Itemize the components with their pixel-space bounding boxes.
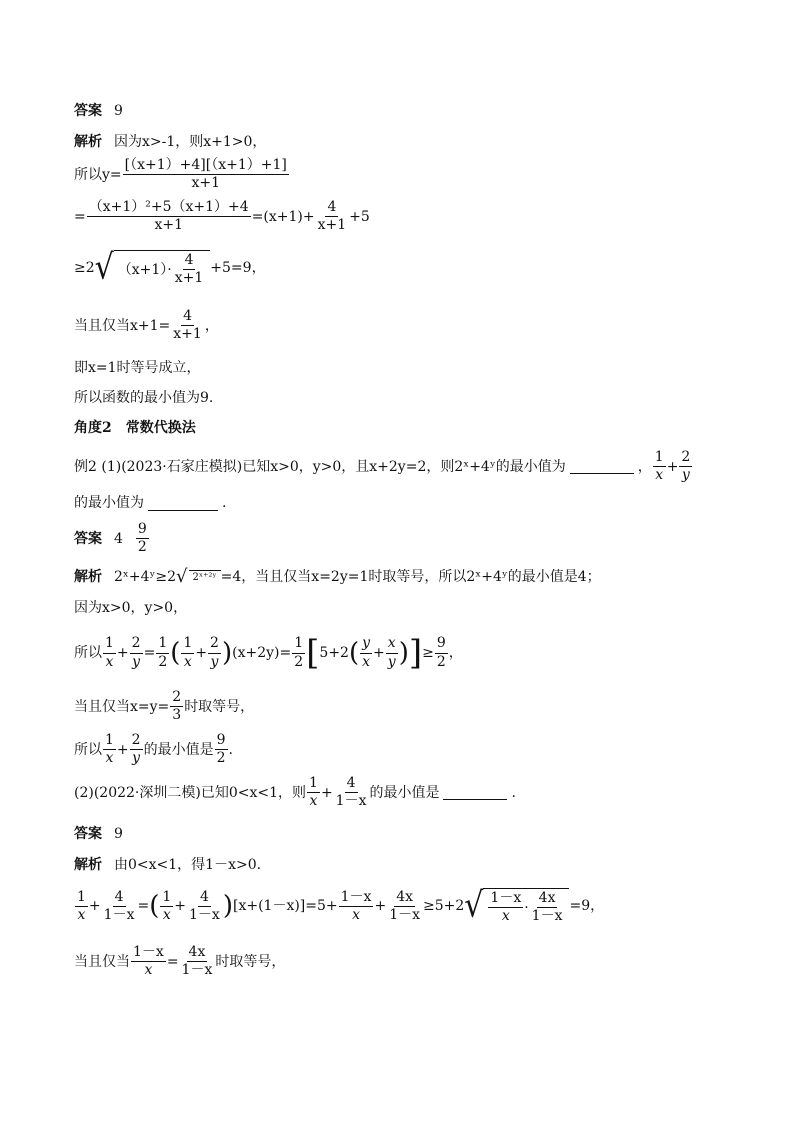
example-text: 的最小值是 [369,784,440,801]
numerator: 1 [156,636,169,653]
numerator: 4 [325,200,338,217]
numerator: x [386,636,398,653]
answer-line-3 [74,826,123,842]
denominator: 1－x [181,962,213,979]
solution-line-2-5 [74,733,233,767]
solution-text: + [195,644,208,661]
example-text: + [320,784,333,801]
solution-text: 所以 [74,644,102,661]
fraction [316,200,349,234]
denominator: x [162,906,171,923]
solution-line-5 [74,309,219,343]
right-paren: ) [398,638,409,668]
solution-line-3 [74,200,370,234]
example-line-1 [74,450,693,484]
solution-text: · [524,899,529,916]
left-paren: ( [170,638,181,668]
fraction [360,636,372,670]
denominator: 1－x [189,906,220,923]
answer-label: 答案 [74,530,102,547]
fraction [334,776,369,810]
fraction [530,891,565,925]
numerator: 4x [187,945,208,962]
solution-line-3-2 [74,885,605,926]
solution-text: = [74,208,86,225]
solution-line-3-3 [74,945,285,979]
solution-text: ， [204,317,219,334]
denominator: 1－x [389,906,420,923]
example-line-2 [74,495,226,511]
section-title: 角度2 常数代换法 [74,420,196,436]
fraction [292,636,305,670]
solution-text: 当且仅当 [74,953,130,970]
solution-line-1 [74,134,266,150]
solution-text: ≥ [422,644,434,661]
numerator: 4x [394,890,415,907]
denominator: x [655,467,664,484]
denominator: x [105,750,114,767]
denominator: x [352,906,360,923]
numerator: 1 [103,636,116,653]
solution-text: = [143,644,156,661]
example-text: 例2 (1)(2023·石家庄模拟)已知x>0，y>0，且x+2y=2，则2ˣ+4ʸ的最小值为 [74,458,566,475]
answer-blank [443,785,507,800]
solution-text: 当且仅当x=y= [74,698,170,715]
fraction [435,636,448,670]
radical-sign: √ [176,566,188,587]
solution-text: = [166,953,179,970]
answer-blank [570,459,634,474]
solution-text: 所以y= [74,166,122,183]
example-text: (2)(2022·深圳二模)已知0<x<1，则 [74,784,307,801]
solution-text: . [228,741,233,758]
fraction [171,309,204,343]
numerator: 9 [136,522,149,539]
denominator: x+1 [174,270,204,287]
solution-text: [x+(1－x)]=5+ [232,898,338,915]
radical-sign: √ [464,885,484,926]
answer-label: 答案 [74,103,102,119]
solution-text: + [373,644,385,661]
denominator: x [362,653,371,670]
fraction [181,636,194,670]
numerator: y [360,636,372,653]
answer-value: 9 [114,826,123,842]
denominator: y [681,467,690,484]
numerator: 4 [113,890,126,907]
fraction [170,690,183,724]
solution-text: 时取等号， [215,953,286,970]
numerator: 9 [215,733,228,750]
denominator: 2 [158,653,168,670]
solution-label: 解析 [74,568,102,585]
denominator: y [132,750,141,767]
solution-text: 当且仅当x+1= [74,317,171,334]
denominator: x+1 [191,175,221,192]
solution-line-6 [74,360,201,376]
denominator: y [132,653,141,670]
left-paren: ( [149,891,160,922]
denominator: 2 [294,653,304,670]
solution-line-3-1 [74,857,261,873]
fraction [131,945,166,979]
numerator: 2 [208,636,221,653]
fraction [679,450,692,484]
denominator: 2 [216,750,226,767]
solution-text: (x+2y)= [232,644,292,661]
solution-label: 解析 [74,134,102,150]
denominator: 2 [436,653,446,670]
fraction [103,636,116,670]
solution-line-2-3 [74,633,463,673]
denominator: x [309,793,318,810]
solution-text: 5+2 [319,644,349,661]
solution-line-4 [74,247,266,288]
numerator: （x+1）²+5（x+1）+4 [87,200,251,217]
numerator: 2 [130,636,143,653]
solution-text: + [116,644,129,661]
numerator: 1 [653,450,666,467]
solution-text: + [174,898,187,915]
solution-text: =4，当且仅当x=2y=1时取等号，所以2ˣ+4ʸ的最小值是4； [220,568,601,585]
example-text: . [222,495,227,511]
fraction [488,891,523,925]
solution-text: 的最小值是 [143,741,214,758]
fraction [123,158,289,192]
numerator: 1 [307,776,320,793]
solution-text: +5 [349,208,370,225]
numerator: [（x+1）+4][（x+1）+1] [123,158,289,175]
fraction [160,890,173,924]
numerator: 2 [130,733,143,750]
solution-text: 所以 [74,741,102,758]
answer-value: 4 [114,530,123,547]
denominator: x [501,908,510,925]
fraction [75,890,88,924]
solution-text: + [88,898,101,915]
denominator: x [144,962,153,979]
answer-blank [148,496,218,511]
solution-text: 由0<x<1，得1－x>0. [114,857,262,873]
solution-line-2 [74,158,290,192]
square-root [114,250,211,287]
square-root [189,570,221,584]
solution-text: 2ˣ+4ʸ≥2 [114,568,177,585]
section-heading [74,420,196,436]
fraction [307,776,320,810]
fraction [180,945,215,979]
left-bracket: [ [306,633,320,673]
example-text: 的最小值为 [74,495,144,511]
radicand-text: 2ˣ⁺²ʸ [192,572,217,584]
solution-line-2-1 [74,568,601,586]
denominator: 2 [137,539,147,556]
fraction [386,636,398,670]
denominator: y [387,653,396,670]
denominator: 3 [172,707,182,724]
solution-line-7 [74,390,213,406]
denominator: y [210,653,219,670]
denominator: 1－x [103,906,135,923]
fraction [156,636,169,670]
numerator: 1 [181,636,194,653]
square-root [483,888,569,925]
fraction [103,733,116,767]
solution-text: ， [448,644,463,661]
numerator: 4 [181,309,194,326]
numerator: 4x [537,891,558,908]
fraction [339,890,374,924]
solution-text: 因为x>0，y>0， [74,600,188,616]
answer-label: 答案 [74,826,102,842]
numerator: 1 [75,890,88,907]
denominator: 1－x [531,908,563,925]
solution-text: + [374,898,387,915]
solution-text: 时取等号， [184,698,255,715]
fraction [387,890,422,924]
numerator: 1 [292,636,305,653]
denominator: x+1 [173,326,202,343]
numerator: 1－x [131,945,166,962]
example-text: ， [637,458,652,475]
solution-text: 所以函数的最小值为9. [74,390,214,406]
fraction [87,200,251,234]
solution-text: =9， [569,898,605,915]
fraction [102,890,137,924]
solution-text: ≥2 [74,260,95,277]
solution-text: 因为x>-1，则x+1>0， [114,134,267,150]
fraction [653,450,666,484]
numerator: 9 [435,636,448,653]
denominator: 1－x [335,793,367,810]
solution-text: ≥5+2 [423,898,465,915]
numerator: 4 [183,253,196,270]
fraction [130,636,143,670]
solution-text: = [137,898,150,915]
numerator: 4 [345,776,358,793]
denominator: x+1 [317,217,347,234]
fraction [208,636,221,670]
denominator: x [183,653,192,670]
numerator: 4 [198,890,211,907]
fraction [215,733,228,767]
answer-line-1 [74,103,123,119]
fraction [136,522,149,556]
radical-sign: √ [94,247,114,288]
left-paren: ( [348,638,360,668]
denominator: x+1 [154,217,183,234]
example-text: . [511,784,516,801]
fraction [130,733,143,767]
solution-text: 即x=1时等号成立， [74,360,201,376]
numerator: 2 [679,450,692,467]
numerator: 1－x [339,890,374,907]
denominator: x [77,906,86,923]
answer-value: 9 [114,103,123,119]
solution-text: + [116,741,129,758]
solution-line-2-4 [74,690,254,724]
answer-line-2 [74,522,150,556]
fraction [173,253,206,287]
fraction [187,890,222,924]
right-paren: ) [222,891,233,922]
right-paren: ) [221,638,233,668]
numerator: 1 [160,890,173,907]
numerator: 2 [170,690,183,707]
numerator: 1－x [488,891,523,908]
example-text: + [666,458,679,475]
example-line-3 [74,776,516,810]
solution-text: =(x+1)+ [251,208,315,225]
solution-label: 解析 [74,857,102,873]
denominator: x [105,653,114,670]
numerator: 1 [103,733,116,750]
solution-text: +5=9， [210,260,266,277]
radicand-text: （x+1）· [117,261,172,278]
solution-line-2-2 [74,600,187,616]
right-bracket: ] [408,633,423,673]
